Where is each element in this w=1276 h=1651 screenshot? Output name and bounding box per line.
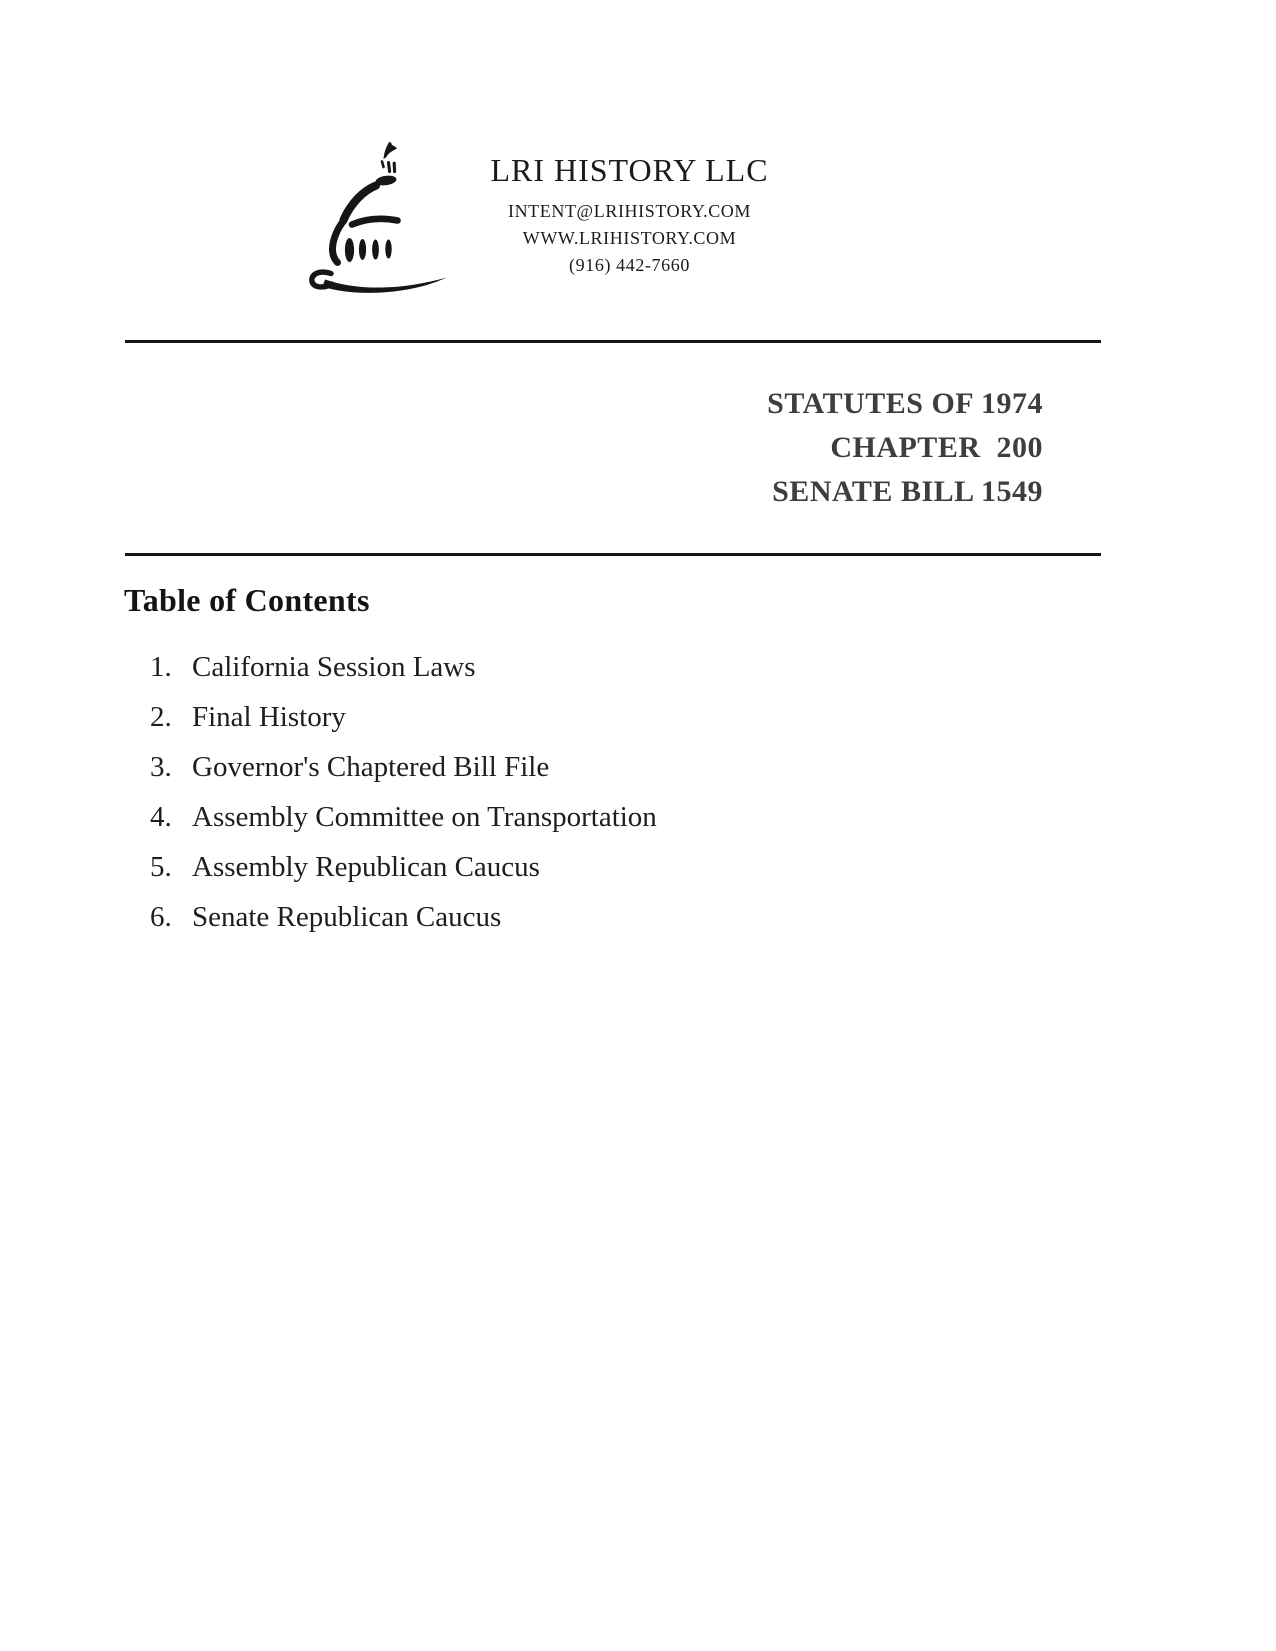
toc-item [150, 853, 657, 882]
toc-item [150, 803, 657, 832]
toc-item-number: 6. [150, 901, 172, 933]
toc-item [150, 903, 657, 932]
statute-chapter: CHAPTER 200 [830, 431, 1043, 464]
contact-block [432, 198, 827, 279]
toc-item-number: 4. [150, 801, 172, 833]
letterhead [432, 150, 827, 279]
contact-phone: (916) 442-7660 [569, 255, 690, 275]
company-name: LRI HISTORY LLC [490, 152, 769, 188]
statute-bill: SENATE BILL 1549 [772, 475, 1043, 508]
statute-block [767, 382, 1043, 514]
toc-item-number: 3. [150, 751, 172, 783]
toc-item-label: California Session Laws [192, 651, 476, 683]
toc-item-label: Senate Republican Caucus [192, 901, 502, 933]
divider-bottom [125, 553, 1101, 556]
toc-item-label: Final History [192, 701, 346, 733]
toc-item-label: Assembly Republican Caucus [192, 851, 540, 883]
toc-item [150, 753, 657, 782]
toc-item-label: Governor's Chaptered Bill File [192, 751, 550, 783]
divider-top [125, 340, 1101, 343]
toc-item-number: 2. [150, 701, 172, 733]
toc-item-number: 5. [150, 851, 172, 883]
toc-item [150, 703, 657, 732]
contact-email: INTENT@LRIHISTORY.COM [507, 201, 752, 221]
toc-item-label: Assembly Committee on Transportation [192, 801, 657, 833]
statute-year: STATUTES OF 1974 [767, 387, 1043, 420]
toc-list [150, 653, 657, 953]
toc-item [150, 653, 657, 682]
toc-title: Table of Contents [124, 582, 370, 618]
toc-item-number: 1. [150, 651, 172, 683]
contact-website: WWW.LRIHISTORY.COM [522, 228, 737, 248]
